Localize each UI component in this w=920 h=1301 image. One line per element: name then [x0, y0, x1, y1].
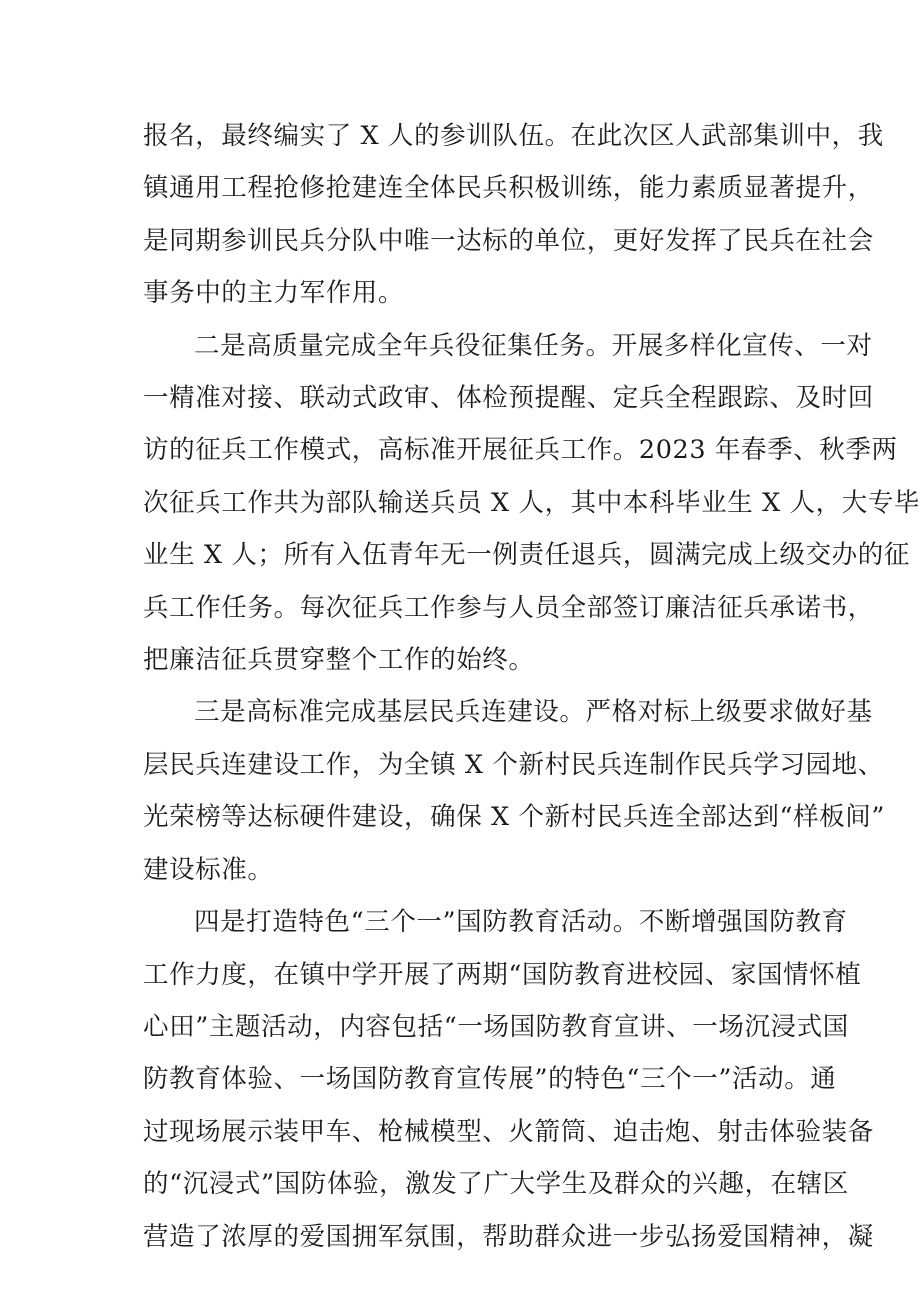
- text-line: 三是高标准完成基层民兵连建设。严格对标上级要求做好基: [194, 697, 873, 728]
- text-line: 光荣榜等达标硬件建设，确保 X 个新村民兵连全部达到“样板间”: [143, 802, 886, 833]
- text-line: 四是打造特色“三个一”国防教育活动。不断增强国防教育: [194, 907, 848, 938]
- text-line: 一精准对接、联动式政审、体检预提醒、定兵全程跟踪、及时回: [143, 383, 874, 414]
- text-line: 的“沉浸式”国防体验，激发了广大学生及群众的兴趣，在辖区: [143, 1169, 849, 1200]
- paragraph-militia-company: [143, 686, 886, 896]
- paragraph-enlistment-training: [143, 110, 884, 320]
- text-line: 防教育体验、一场国防教育宣传展”的特色“三个一”活动。通: [143, 1064, 837, 1095]
- text-line: 次征兵工作共为部队输送兵员 X 人，其中本科毕业生 X 人，大专毕: [143, 487, 920, 518]
- text-line: 报名，最终编实了 X 人的参训队伍。在此次区人武部集训中，我: [143, 121, 884, 151]
- text-line: 层民兵连建设工作，为全镇 X 个新村民兵连制作民兵学习园地、: [143, 749, 884, 780]
- document-body: [143, 110, 920, 1263]
- text-line: 把廉洁征兵贯穿整个工作的始终。: [143, 645, 535, 676]
- text-line: 兵工作任务。每次征兵工作参与人员全部签订廉洁征兵承诺书，: [143, 592, 874, 623]
- text-line: 心田”主题活动，内容包括“一场国防教育宣讲、一场沉浸式国: [143, 1011, 849, 1042]
- paragraph-defense-education: [143, 896, 874, 1263]
- text-line: 事务中的主力军作用。: [143, 278, 405, 309]
- text-line: 建设标准。: [143, 854, 274, 885]
- text-line: 过现场展示装甲车、枪械模型、火箭筒、迫击炮、射击体验装备: [143, 1116, 874, 1147]
- text-line: 访的征兵工作模式，高标准开展征兵工作。2023 年春季、秋季两: [143, 435, 898, 466]
- text-line: 镇通用工程抢修抢建连全体民兵积极训练，能力素质显著提升，: [143, 173, 874, 204]
- text-line: 工作力度，在镇中学开展了两期“国防教育进校园、家国情怀植: [143, 959, 862, 990]
- text-line: 业生 X 人；所有入伍青年无一例责任退兵，圆满完成上级交办的征: [143, 540, 910, 571]
- paragraph-conscription: [143, 320, 920, 687]
- text-line: 是同期参训民兵分队中唯一达标的单位，更好发挥了民兵在社会: [143, 225, 874, 256]
- text-line: 二是高质量完成全年兵役征集任务。开展多样化宣传、一对: [194, 330, 873, 361]
- text-line: 营造了浓厚的爱国拥军氛围，帮助群众进一步弘扬爱国精神，凝: [143, 1221, 874, 1252]
